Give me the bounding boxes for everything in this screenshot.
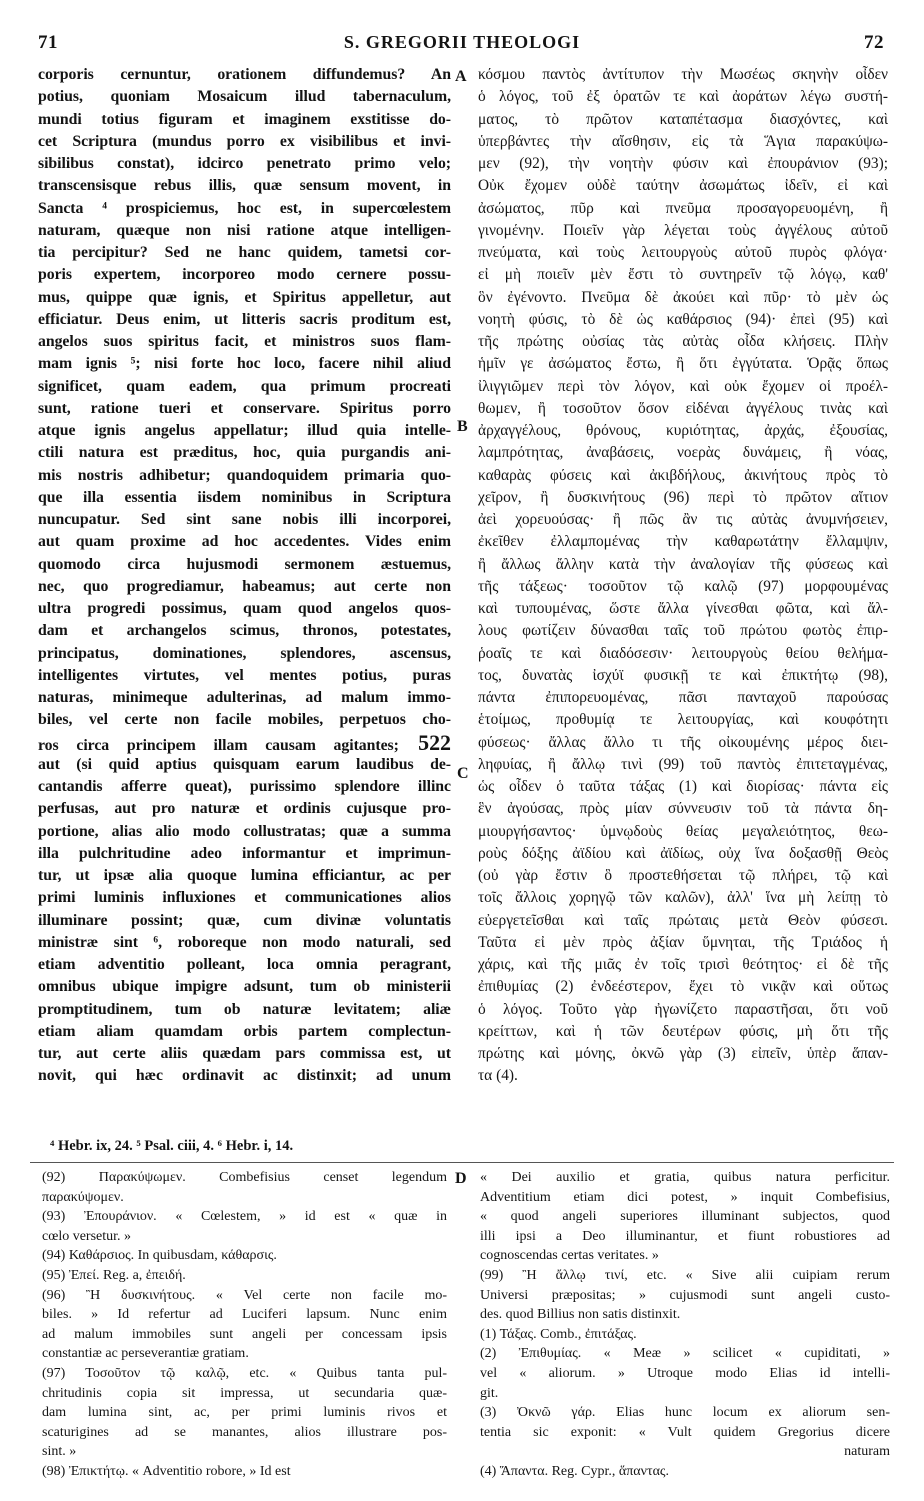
footnote-line: (97) Τοσοῦτον τῷ καλῷ, etc. « Quibus tanta pul- — [42, 1365, 447, 1381]
latin-line: mus, quippe quæ ignis, et Spiritus appelletur, aut — [38, 288, 451, 306]
footnote-line: vel « aliorum. » Utroque modo Elias id intelli- — [480, 1365, 890, 1381]
latin-line: quomodo circa hujusmodi sermonem æstuemus, — [38, 555, 451, 573]
greek-line: ἀεὶ χορευούσας· ἢ πῶς ἂν τις αὐτὰς ἀνυμνήσειεν, — [478, 511, 888, 528]
running-header — [30, 32, 894, 58]
greek-line: ληφυίας, ἢ ἄλλῳ τινὶ (99) τοῦ παντὸς ἐπιτεταγμένας, — [478, 755, 888, 773]
footnotes-right — [480, 1168, 890, 1488]
greek-line: μεν (92), τὴν νοητὴν φύσιν καὶ ἐπουράνιον (93); — [478, 155, 888, 172]
footnote-line: cognoscendas certas veritates. » — [480, 1248, 659, 1264]
right-page-number: 72 — [864, 32, 884, 53]
greek-line: μιουργήσαντος· ὑμνῳδοὺς θείας μεγαλειότητος, θεω- — [478, 822, 888, 840]
footnote-line: des. quod Billius non satis distinxit. — [480, 1307, 681, 1323]
greek-line: θωμεν, ἢ τοσοῦτον ὅσον εἰδέναι ἀγγέλους τινὰς καὶ — [478, 399, 888, 417]
greek-line: ἓν ἀγούσας, πρὸς μίαν σύννευσιν τοῦ τὰ πάντα δη- — [478, 800, 888, 818]
footnote-line: παρακύψομεν. — [42, 1189, 124, 1205]
greek-line: λους φωτίζειν δύνασθαι ταῖς τοῦ πρώτου φωτὸς ἐπιρ- — [478, 622, 888, 640]
footnotes-left — [42, 1168, 447, 1488]
greek-line: χεῖρον, ἢ δυσκινήτους (96) περὶ τὸ πρῶτον αἴτιον — [478, 488, 888, 506]
latin-line: promptitudinem, tum ob naturæ levitatem; aliæ — [38, 1000, 451, 1018]
greek-line: καθαρὰς φύσεις καὶ ἀκιβδήλους, ἀκινήτους πρὸς τὸ — [478, 466, 888, 484]
greek-line: ἐπιθυμίας (2) ἐνδεέστερον, ἔχει τὸ νικᾷν καὶ οὕτως — [478, 978, 888, 996]
latin-line: illuminare possint; quæ, cum divinæ voluntatis — [38, 911, 451, 929]
footnote-line: cœlo versetur. » — [42, 1228, 132, 1244]
latin-line: principatus, dominationes, splendores, ascensus, — [38, 644, 451, 662]
greek-line: τῆς τάξεως· τοσοῦτον τῷ καλῷ (97) μορφουμένας — [478, 577, 888, 595]
greek-line: εὐεργετεῖσθαι καὶ ταῖς πρώταις μετὰ Θεὸν φύσεσι. — [478, 911, 888, 929]
greek-line: γινομένην. Ποιεῖν γὰρ λέγεται τοὺς ἀγγέλους αὐτοῦ — [478, 221, 888, 239]
footnote-line: (94) Καθάρσιος. In quibusdam, κάθαρσις. — [42, 1248, 277, 1264]
greek-text-column — [478, 64, 888, 1134]
greek-line: Ταῦτα εἰ μὲν πρὸς ἀξίαν ὕμνηται, τῆς Τριάδος ἡ — [478, 933, 888, 951]
latin-line: cet Scriptura (mundus porro ex visibilibus et invi- — [38, 132, 451, 150]
latin-line: nuncupatur. Sed sint sane nobis illi incorporei, — [38, 511, 451, 528]
greek-line: ἡμῖν γε ἀσώματος ἔστω, ἢ ὅτι ἐγγύτατα. Ὁρᾷς ὅπως — [478, 355, 888, 373]
latin-line: etiam aliam quamdam orbis partem complectun- — [38, 1022, 451, 1040]
footnote-line: illi ipsi a Deo illuminantur, et fiunt robustiores ad — [480, 1228, 890, 1244]
greek-line: εἰ μὴ ποιεῖν μὲν ἔστι τὸ συντηρεῖν τῷ λόγῳ, καθ' — [478, 266, 888, 284]
footnote-line: Universi præpositas; » cujusmodi sunt angeli custo- — [480, 1287, 890, 1303]
footnote-line: (92) Παρακύψωμεν. Combefisius censet legendum — [42, 1170, 447, 1185]
latin-line: novit, qui hæc ordinavit ac distinxit; ad unum — [38, 1067, 451, 1085]
latin-line: tur, ut ipsæ alia quoque lumina efficiantur, ac per — [38, 867, 451, 884]
latin-line: cantandis afferre queat), purissimo splendore illinc — [38, 778, 451, 795]
latin-line: sibilibus constat), idcirco penetrato primo velo; — [38, 155, 451, 172]
footnote-line: chritudinis copia sit impressa, ut secundaria quæ- — [42, 1385, 447, 1401]
latin-line: illa pulchritudine adeo informantur et imprimun- — [38, 844, 451, 862]
greek-line: ὃν ἐγένοντο. Πνεῦμα δὲ ἀκούει καὶ πῦρ· τὸ μὲν ὡς — [478, 288, 888, 306]
greek-line: ἑτοίμως, προθυμίᾳ τε λειτουργίας, καὶ κουφότητι — [478, 711, 888, 729]
footnote-line: git. — [480, 1385, 499, 1401]
footnote-line: scaturigines ad se manantes, alios illustrare pos- — [42, 1424, 447, 1440]
column-number: 522 — [398, 731, 451, 754]
greek-line: χάρις, καὶ τῆς μιᾶς ἐν τοῖς τρισὶ θεότητος· εἰ δὲ τῆς — [478, 956, 888, 973]
greek-line: κρείττων, καὶ ἡ τῶν δευτέρων φύσις, μὴ ὅτι τῆς — [478, 1022, 888, 1040]
greek-line: πάντα ἐπιπορευομένας, πᾶσι πανταχοῦ παρούσας — [478, 689, 888, 706]
greek-line: φύσεως· ἄλλας ἄλλο τι τῆς οἰκουμένης μέρος διει- — [478, 733, 888, 751]
latin-line: angelos suos spiritus facit, et ministros suos flam- — [38, 333, 451, 350]
left-page-number: 71 — [38, 32, 58, 53]
greek-line: ὁ λόγος, τοῦ ἐξ ὁρατῶν τε καὶ ἀοράτων λέγω συστή- — [478, 88, 888, 106]
latin-line: significet, quam eadem, qua primum procreati — [38, 377, 451, 395]
greek-line: ἐκεῖθεν ἐλλαμπομένας τὴν καθαρωτάτην ἔλλαμψιν, — [478, 533, 888, 551]
footnote-line: Adventitium etiam dici potest, » inquit Combefisius, — [480, 1189, 890, 1205]
latin-line: portione, alias alio modo collustratas; quæ a summa — [38, 822, 451, 840]
greek-line: Οὐκ ἔχομεν οὐδὲ ταύτην ἀσωμάτως ἰδεῖν, εἰ καὶ — [478, 177, 888, 195]
latin-line: ctili natura est præditus, hoc, quia purgandis ani- — [38, 444, 451, 462]
footnote-line: ad malum immobiles sunt angeli per concessam ipsis — [42, 1326, 447, 1342]
latin-line: naturas, minimeque adulterinas, ad malum immo- — [38, 689, 451, 706]
footnote-line: naturam — [844, 1444, 890, 1460]
greek-line: ῥοαῖς τε καὶ διαδόσεσιν· λειτουργοὺς θείου θελήμα- — [478, 644, 888, 662]
greek-line: ὡς οἶδεν ὁ ταῦτα τάξας (1) καὶ διορίσας· πάντα εἰς — [478, 778, 888, 795]
latin-line: tia percipitur? Sed ne hanc quidem, tametsi cor- — [38, 244, 451, 261]
margin-letter-c: C — [457, 765, 469, 782]
latin-line: dam et archangelos scimus, thronos, potestates, — [38, 622, 451, 640]
latin-line: aut quam proxime ad hoc accedentes. Vides enim — [38, 533, 451, 551]
greek-line: τοῖς ἄλλοις χορηγῷ τῶν καλῶν), ἀλλ' ἵνα μὴ λείπῃ τὸ — [478, 889, 888, 907]
latin-line: biles, vel certe non facile mobiles, perpetuos cho- — [38, 711, 451, 729]
greek-line: ἢ ἄλλως ἄλλην κατὰ τὴν ἀναλογίαν τῆς φύσεως καὶ — [478, 555, 888, 573]
latin-line: sunt, ratione tueri et conservare. Spiritus porro — [38, 399, 451, 417]
latin-line: ros circa principem illam causam agitantes; 522 — [38, 731, 451, 754]
latin-line: tur, aut certe aliis quædam pars commissa est, ut — [38, 1045, 451, 1062]
latin-line: aut (si quid aptius quisquam earum laudibus de- — [38, 755, 451, 773]
latin-line: que illa essentia iisdem nominibus in Scriptura — [38, 488, 451, 506]
footnote-divider — [30, 1162, 894, 1163]
footnote-line: (93) Ἐπουράνιον. « Cœlestem, » id est « quæ in — [42, 1209, 447, 1225]
greek-line: ἀρχαγγέλους, θρόνους, κυριότητας, ἀρχάς, ἐξουσίας, — [478, 422, 888, 439]
scripture-references: ⁴ Hebr. ix, 24. ⁵ Psal. ciii, 4. ⁶ Hebr. i, 14. — [50, 1138, 294, 1154]
latin-line: etiam adventitio polleant, loca omnia peragrant, — [38, 956, 451, 973]
greek-line: τα (4). — [478, 1067, 518, 1085]
margin-letter-a: A — [455, 68, 467, 85]
latin-line: transcensisque rebus illis, quæ sensum movent, in — [38, 177, 451, 195]
latin-text-column — [38, 64, 451, 1136]
greek-line: ροὺς δόξης ἀϊδίου καὶ ἀϊδίως, οὐχ ἵνα δοξασθῇ Θεὸς — [478, 844, 888, 862]
latin-line: efficiatur. Deus enim, ut litteris sacris proditum est, — [38, 310, 451, 328]
latin-line: nec, quo progrediamur, habeamus; aut certe non — [38, 577, 451, 595]
footnote-line: sint. » — [42, 1444, 77, 1460]
footnote-line: (96) Ἢ δυσκινήτους. « Vel certe non facile mo- — [42, 1287, 447, 1303]
greek-line: ὑπερβάντες τὴν αἴσθησιν, εἰς τὰ Ἅγια παρακύψω- — [478, 132, 888, 150]
footnote-line: « Dei auxilio et gratia, quibus natura perficitur. — [480, 1170, 890, 1185]
greek-line: κόσμου παντὸς ἀντίτυπον τὴν Μωσέως σκηνὴν οἶδεν — [478, 66, 888, 83]
latin-line: atque ignis angelus appellatur; illud quia intelle- — [38, 422, 451, 439]
greek-line: καὶ τυπουμένας, ὥστε ἄλλα γίνεσθαι φῶτα, καὶ ἄλ- — [478, 600, 888, 617]
footnote-line: biles. » Id refertur ad Luciferi lapsum. Nunc enim — [42, 1307, 447, 1323]
greek-line: πνεύματα, καὶ τοὺς λειτουργοὺς αὐτοῦ πυρὸς φλόγα· — [478, 244, 888, 261]
footnote-line: (3) Ὀκνῶ γάρ. Elias hunc locum ex aliorum sen- — [480, 1405, 890, 1421]
latin-line: potius, quoniam Mosaicum illud tabernaculum, — [38, 88, 451, 106]
latin-line: Sancta ⁴ prospiciemus, hoc est, in supercœlestem — [38, 199, 451, 217]
greek-line: ἀσώματος, πῦρ καὶ πνεῦμα προσαγορευομένη, ἢ — [478, 199, 888, 217]
greek-line: τῆς πρώτης οὐσίας τὰς αὐτὰς οἶδα κλήσεις. Πλὴν — [478, 333, 888, 350]
latin-line: ministræ sint ⁶, roboreque non modo naturali, sed — [38, 933, 451, 951]
footnote-line: (2) Ἐπιθυμίας. « Meæ » scilicet « cupiditati, » — [480, 1346, 890, 1362]
latin-line: mundi totius figuram et imaginem exstitisse do- — [38, 110, 451, 128]
footnote-line: tentia sic exponit: « Vult quidem Gregorius dicere — [480, 1424, 890, 1440]
footnote-line: « quod angeli superiores illuminant subjectos, quod — [480, 1209, 890, 1225]
latin-line: ultra progredi possimus, quam quod angelos quos- — [38, 600, 451, 617]
latin-line: intelligentes virtutes, vel mentes potius, puras — [38, 666, 451, 684]
greek-line: ματος, τὸ πρῶτον καταπέτασμα διασχόντες, καὶ — [478, 110, 888, 128]
latin-line: naturam, quæque non nisi ratione atque intelligen- — [38, 221, 451, 239]
greek-line: λαμπρότητας, ἀναβάσεις, νοερὰς δυνάμεις, ἢ νόας, — [478, 444, 888, 462]
latin-line: omnibus ubique impigre adsunt, tum ob ministerii — [38, 978, 451, 996]
footnote-line: constantiæ ac perseverantiæ gratiam. — [42, 1346, 249, 1362]
running-title: S. GREGORII THEOLOGI — [343, 32, 581, 52]
latin-line: mis nostris adhibetur; quandoquidem primaria quo- — [38, 466, 451, 484]
latin-line: mam ignis ⁵; nisi forte hoc loco, facere nihil aliud — [38, 355, 451, 373]
footnote-line: (95) Ἐπεί. Reg. a, ἐπειδή. — [42, 1267, 186, 1283]
greek-line: ἰλιγγιῶμεν περὶ τὸν λόγον, καὶ οὐκ ἔχομεν οἱ προέλ- — [478, 377, 888, 395]
greek-line: νοητὴ φύσις, τὸ δὲ ὡς καθάρσιος (94)· ἐπεὶ (95) καὶ — [478, 310, 888, 328]
greek-line: τος, δυνατὰς ἰσχύϊ φυσικῇ τε καὶ ἐπικτήτῳ (98), — [478, 666, 888, 684]
margin-letter-b: B — [457, 418, 468, 435]
greek-line: πρώτης καὶ μόνης, ὀκνῶ γὰρ (3) εἰπεῖν, ὑπὲρ ἅπαν- — [478, 1045, 888, 1062]
footnote-line: (99) Ἢ ἄλλῳ τινί, etc. « Sive alii cuipiam rerum — [480, 1267, 890, 1283]
footnote-line: dam lumina sint, ac, per primi luminis rivos et — [42, 1405, 447, 1421]
latin-line: corporis cernuntur, orationem diffundemus? An — [38, 66, 451, 83]
latin-line: poris expertem, incorporeo modo cernere possu- — [38, 266, 451, 284]
margin-letter-d: D — [455, 1170, 467, 1187]
greek-line: ὁ λόγος. Τοῦτο γὰρ ἠγωνίζετο παραστῆσαι, ὅτι νοῦ — [478, 1000, 888, 1018]
latin-line: primi luminis influxiones et communicationes alios — [38, 889, 451, 907]
footnote-line: (98) Ἐπικτήτῳ. « Adventitio robore, » Id est — [42, 1463, 291, 1479]
footnote-line: (4) Ἅπαντα. Reg. Cypr., ἅπαντας. — [480, 1463, 669, 1479]
greek-line: (οὐ γὰρ ἔστιν ὃ προστεθήσεται τῷ πλήρει, τῷ καὶ — [478, 867, 888, 884]
latin-line: perfusas, aut pro naturæ et ordinis cujusque pro- — [38, 800, 451, 818]
footnote-line: (1) Τάξας. Comb., ἐπιτάξας. — [480, 1326, 637, 1342]
